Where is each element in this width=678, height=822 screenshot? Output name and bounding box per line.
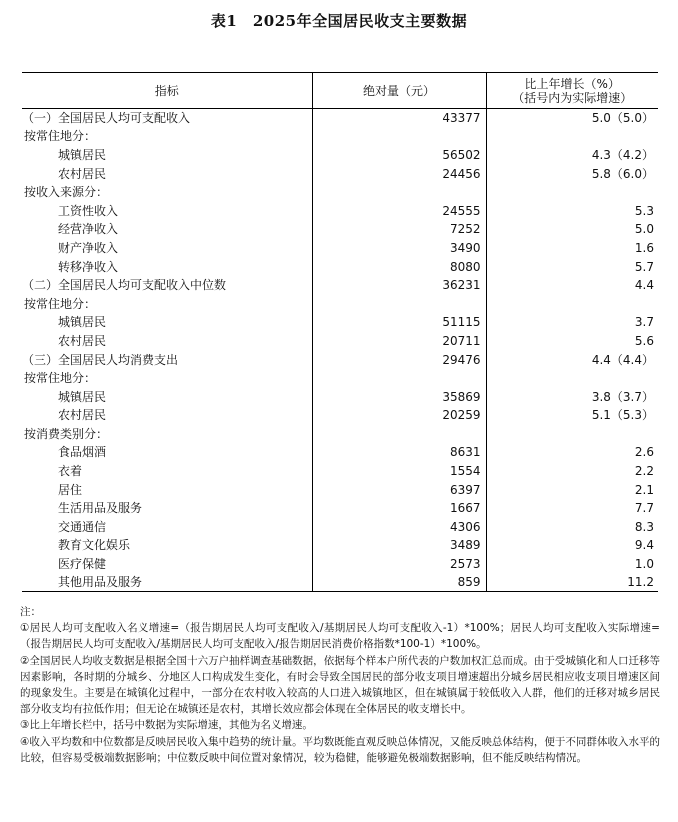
notes-section [20, 604, 660, 766]
table-row [22, 350, 658, 369]
header-indicator: 指标 [22, 73, 312, 109]
row-label: 按消费类别分： [24, 426, 109, 441]
row-growth: 4.3（4.2） [486, 146, 658, 165]
row-label: （三）全国居民人均消费支出 [22, 352, 179, 367]
row-growth: 5.8（6.0） [486, 164, 658, 183]
header-growth-line2: （括号内为实际增速） [512, 90, 633, 105]
note-item: ①居民人均可支配收入名义增速=（报告期居民人均可支配收入/基期居民人均可支配收入-1）*100%；居民人均可支配收入实际增速=（报告期居民人均可支配收入/基期居民人均可支配收入/报告期居民消费价格指数*100-1）*100%。 [20, 622, 660, 651]
table-row [22, 239, 658, 258]
table-row [22, 387, 658, 406]
row-label: 按常住地分： [24, 371, 97, 386]
row-label: 城镇居民 [58, 389, 107, 404]
row-label: 城镇居民 [58, 315, 107, 330]
table-row [22, 406, 658, 425]
row-growth: 9.4 [486, 536, 658, 555]
row-growth [486, 425, 658, 444]
row-growth: 5.0 [486, 220, 658, 239]
row-value: 6397 [312, 480, 486, 499]
row-label: 按常住地分： [24, 296, 97, 311]
row-growth: 7.7 [486, 499, 658, 518]
row-label: 按收入来源分： [24, 185, 109, 200]
row-value: 29476 [312, 350, 486, 369]
row-growth: 5.6 [486, 332, 658, 351]
table-row [22, 555, 658, 574]
table-row [22, 127, 658, 146]
row-label: （一）全国居民人均可支配收入 [22, 111, 191, 126]
row-value: 24555 [312, 201, 486, 220]
table-row [22, 146, 658, 165]
row-label: 农村居民 [58, 333, 107, 348]
row-label: 生活用品及服务 [58, 501, 143, 516]
row-growth [486, 294, 658, 313]
table-row [22, 313, 658, 332]
table-row [22, 276, 658, 295]
table-header-row [22, 73, 658, 109]
row-value: 20259 [312, 406, 486, 425]
row-value: 859 [312, 573, 486, 592]
table-row [22, 443, 658, 462]
row-label: 财产净收入 [58, 240, 119, 255]
row-growth [486, 183, 658, 202]
table-row [22, 462, 658, 481]
row-label: 按常住地分： [24, 129, 97, 144]
row-value [312, 294, 486, 313]
row-growth [486, 369, 658, 388]
row-value [312, 369, 486, 388]
row-label: 转移净收入 [58, 259, 119, 274]
row-label: 城镇居民 [58, 147, 107, 162]
table-title: 表1 2025年全国居民收支主要数据 [210, 12, 468, 30]
table-row [22, 332, 658, 351]
row-label: 工资性收入 [58, 203, 119, 218]
notes-label: 注： [20, 606, 41, 618]
row-value: 2573 [312, 555, 486, 574]
row-growth: 4.4 [486, 276, 658, 295]
table-row [22, 480, 658, 499]
row-growth: 1.6 [486, 239, 658, 258]
row-label: 经营净收入 [58, 222, 119, 237]
table-row [22, 183, 658, 202]
row-growth: 4.4（4.4） [486, 350, 658, 369]
row-value: 24456 [312, 164, 486, 183]
table-row [22, 518, 658, 537]
header-growth-line1: 比上年增长（%） [524, 76, 620, 91]
table-row [22, 369, 658, 388]
row-value [312, 425, 486, 444]
row-growth [486, 127, 658, 146]
row-value: 7252 [312, 220, 486, 239]
row-label: 教育文化娱乐 [58, 538, 131, 553]
row-label: 农村居民 [58, 166, 107, 181]
row-value: 8080 [312, 257, 486, 276]
row-growth: 3.8（3.7） [486, 387, 658, 406]
table-row [22, 294, 658, 313]
row-growth: 8.3 [486, 518, 658, 537]
row-growth: 5.1（5.3） [486, 406, 658, 425]
row-value: 3489 [312, 536, 486, 555]
row-value: 56502 [312, 146, 486, 165]
table-row [22, 164, 658, 183]
row-growth: 2.1 [486, 480, 658, 499]
table-row [22, 257, 658, 276]
note-item: ④收入平均数和中位数都是反映居民收入集中趋势的统计量。平均数既能直观反映总体情况，又能反映总体结构，便于不同群体收入水平的比较，但容易受极端数据影响；中位数反映中间位置对象情况，较为稳健，能够避免极端数据影响，但不能反映结构情况。 [20, 735, 660, 764]
row-growth: 5.0（5.0） [486, 109, 658, 128]
note-item: ②全国居民人均收支数据是根据全国十六万户抽样调查基础数据，依据每个样本户所代表的户数加权汇总而成。由于受城镇化和人口迁移等因素影响，各时期的分城乡、分地区人口构成发生变化，有时会导致全国居民的部分收支项目增速超出分城乡居民相应收支项目增速区间的现象发生。主要是在城镇化过程中，一部分在农村收入较高的人口进入城镇地区，但在城镇属于较低收入人群，他们的迁移对城乡居民部分收支均有拉低作用；但无论在城镇还是农村，其增长效应都会体现在全体居民的收支增长中。 [20, 654, 660, 716]
row-label: （二）全国居民人均可支配收入中位数 [22, 278, 227, 293]
table-row [22, 499, 658, 518]
row-growth: 11.2 [486, 573, 658, 592]
row-label: 食品烟酒 [58, 445, 107, 460]
row-growth: 2.2 [486, 462, 658, 481]
table-row [22, 220, 658, 239]
row-value [312, 183, 486, 202]
row-value: 36231 [312, 276, 486, 295]
row-growth: 2.6 [486, 443, 658, 462]
row-label: 农村居民 [58, 408, 107, 423]
row-label: 交通通信 [58, 519, 107, 534]
table-row [22, 201, 658, 220]
row-label: 医疗保健 [58, 557, 107, 572]
row-growth: 5.3 [486, 201, 658, 220]
row-value: 1554 [312, 462, 486, 481]
row-value: 51115 [312, 313, 486, 332]
row-growth: 5.7 [486, 257, 658, 276]
header-absolute: 绝对量（元） [312, 73, 486, 109]
row-label: 衣着 [58, 464, 83, 479]
table-row [22, 536, 658, 555]
table-row [22, 425, 658, 444]
row-value: 8631 [312, 443, 486, 462]
row-value: 4306 [312, 518, 486, 537]
row-label: 居住 [58, 482, 83, 497]
row-growth: 3.7 [486, 313, 658, 332]
table-row [22, 573, 658, 592]
row-growth: 1.0 [486, 555, 658, 574]
row-value: 20711 [312, 332, 486, 351]
row-value [312, 127, 486, 146]
row-value: 35869 [312, 387, 486, 406]
income-expenditure-table [22, 72, 658, 592]
header-growth [486, 73, 658, 109]
row-label: 其他用品及服务 [22, 573, 312, 592]
row-value: 1667 [312, 499, 486, 518]
row-value: 3490 [312, 239, 486, 258]
table-row [22, 109, 658, 128]
note-item: ③比上年增长栏中，括号中数据为实际增速，其他为名义增速。 [20, 719, 313, 732]
row-value: 43377 [312, 109, 486, 128]
